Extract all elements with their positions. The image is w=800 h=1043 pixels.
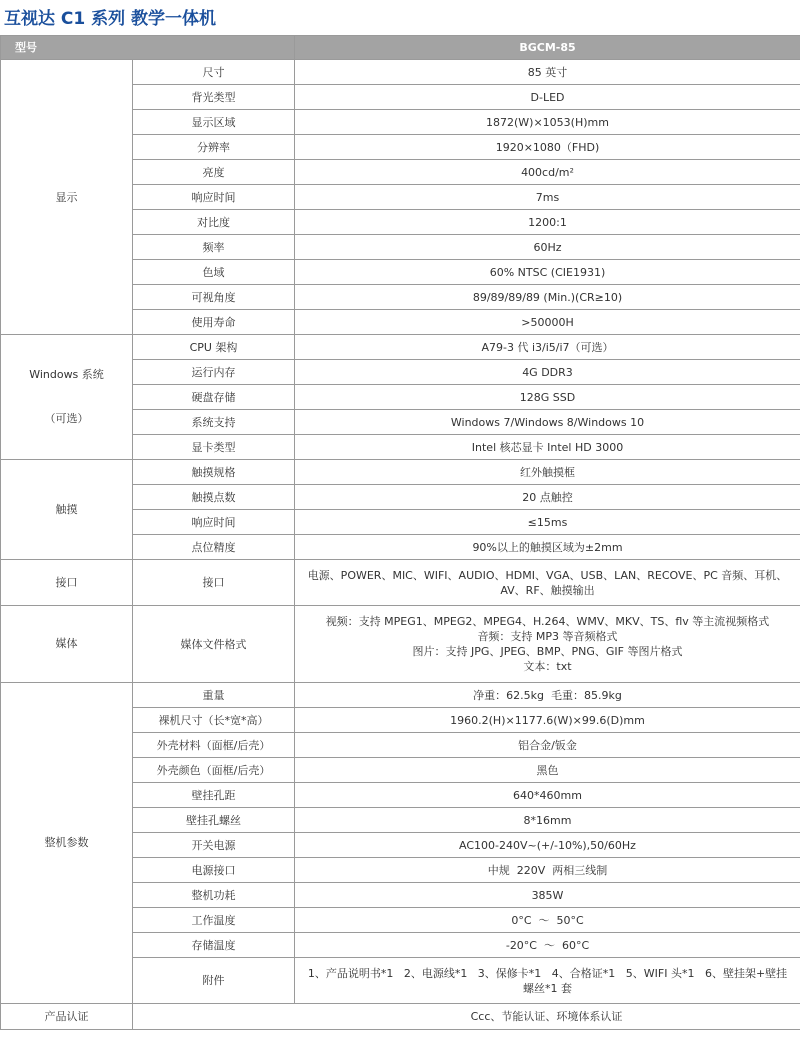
spec-label: 分辨率 bbox=[133, 135, 295, 160]
spec-label: 频率 bbox=[133, 235, 295, 260]
category-machine: 整机参数 bbox=[1, 683, 133, 1004]
media-line-audio: 音频：支持 MP3 等音频格式 bbox=[477, 630, 618, 643]
spec-label: 响应时间 bbox=[133, 510, 295, 535]
spec-value: Windows 7/Windows 8/Windows 10 bbox=[295, 410, 800, 435]
spec-value: 1872(W)×1053(H)mm bbox=[295, 110, 800, 135]
media-line-text: 文本：txt bbox=[523, 660, 572, 673]
spec-label: 壁挂孔螺丝 bbox=[133, 808, 295, 833]
category-touch: 触摸 bbox=[1, 460, 133, 560]
spec-value: 中规 220V 两相三线制 bbox=[295, 858, 800, 883]
spec-label: 附件 bbox=[133, 958, 295, 1004]
category-windows-line2: （可选） bbox=[44, 412, 89, 425]
category-interface: 接口 bbox=[1, 560, 133, 606]
category-media: 媒体 bbox=[1, 606, 133, 683]
spec-value: D-LED bbox=[295, 85, 800, 110]
spec-value: Ccc、节能认证、环境体系认证 bbox=[133, 1004, 800, 1030]
spec-value: 128G SSD bbox=[295, 385, 800, 410]
spec-label: 外壳材料（面框/后壳） bbox=[133, 733, 295, 758]
spec-label: 显卡类型 bbox=[133, 435, 295, 460]
spec-label: 接口 bbox=[133, 560, 295, 606]
header-model-value: BGCM-85 bbox=[295, 36, 800, 60]
table-row bbox=[1, 1004, 800, 1030]
spec-value: 60Hz bbox=[295, 235, 800, 260]
spec-value: 385W bbox=[295, 883, 800, 908]
spec-label: 壁挂孔距 bbox=[133, 783, 295, 808]
spec-value: 60% NTSC (CIE1931) bbox=[295, 260, 800, 285]
page-title: 互视达 C1 系列 教学一体机 bbox=[4, 9, 217, 29]
spec-value bbox=[295, 606, 800, 683]
spec-value: 640*460mm bbox=[295, 783, 800, 808]
spec-value: 红外触摸框 bbox=[295, 460, 800, 485]
media-line-video: 视频：支持 MPEG1、MPEG2、MPEG4、H.264、WMV、MKV、TS、flv 等主流视频格式 bbox=[325, 615, 770, 628]
spec-label: 整机功耗 bbox=[133, 883, 295, 908]
spec-label: 存储温度 bbox=[133, 933, 295, 958]
spec-value: Intel 核芯显卡 Intel HD 3000 bbox=[295, 435, 800, 460]
category-windows-line1: Windows 系统 bbox=[29, 368, 104, 381]
spec-label: 对比度 bbox=[133, 210, 295, 235]
spec-label: 响应时间 bbox=[133, 185, 295, 210]
spec-value: >50000H bbox=[295, 310, 800, 335]
spec-label: 色域 bbox=[133, 260, 295, 285]
spec-value: 1200:1 bbox=[295, 210, 800, 235]
spec-value: 4G DDR3 bbox=[295, 360, 800, 385]
spec-value: 铝合金/钣金 bbox=[295, 733, 800, 758]
interface-line-2: AV、RF、触摸输出 bbox=[500, 583, 595, 597]
spec-value: AC100-240V~(+/-10%),50/60Hz bbox=[295, 833, 800, 858]
spec-value: 85 英寸 bbox=[295, 60, 800, 85]
spec-value: 净重：62.5kg 毛重：85.9kg bbox=[295, 683, 800, 708]
spec-label: 尺寸 bbox=[133, 60, 295, 85]
spec-value: 89/89/89/89 (Min.)(CR≥10) bbox=[295, 285, 800, 310]
spec-label: CPU 架构 bbox=[133, 335, 295, 360]
category-windows bbox=[1, 335, 133, 460]
table-row bbox=[1, 335, 800, 360]
category-certification: 产品认证 bbox=[1, 1004, 133, 1030]
spec-label: 电源接口 bbox=[133, 858, 295, 883]
spec-label: 点位精度 bbox=[133, 535, 295, 560]
table-row bbox=[1, 560, 800, 606]
spec-label: 重量 bbox=[133, 683, 295, 708]
accessory-line-2: 螺丝*1 套 bbox=[523, 981, 572, 995]
media-line-image: 图片：支持 JPG、JPEG、BMP、PNG、GIF 等图片格式 bbox=[412, 645, 683, 658]
spec-value bbox=[295, 560, 800, 606]
spec-label: 触摸点数 bbox=[133, 485, 295, 510]
spec-label: 可视角度 bbox=[133, 285, 295, 310]
accessory-line-1: 1、产品说明书*1 2、电源线*1 3、保修卡*1 4、合格证*1 5、WIFI 头*1 6、壁挂架+壁挂 bbox=[307, 966, 788, 980]
spec-value: 黑色 bbox=[295, 758, 800, 783]
spec-label: 使用寿命 bbox=[133, 310, 295, 335]
spec-label: 外壳颜色（面框/后壳） bbox=[133, 758, 295, 783]
spec-value: ≤15ms bbox=[295, 510, 800, 535]
table-row bbox=[1, 460, 800, 485]
spec-label: 触摸规格 bbox=[133, 460, 295, 485]
spec-value: A79-3 代 i3/i5/i7（可选） bbox=[295, 335, 800, 360]
spec-label: 开关电源 bbox=[133, 833, 295, 858]
table-header-row bbox=[1, 36, 800, 60]
spec-table bbox=[0, 35, 800, 1030]
header-model-label: 型号 bbox=[1, 36, 295, 60]
spec-label: 裸机尺寸（长*宽*高） bbox=[133, 708, 295, 733]
spec-label: 系统支持 bbox=[133, 410, 295, 435]
spec-value: 1960.2(H)×1177.6(W)×99.6(D)mm bbox=[295, 708, 800, 733]
table-row bbox=[1, 60, 800, 85]
spec-label: 背光类型 bbox=[133, 85, 295, 110]
spec-value: 90%以上的触摸区域为±2mm bbox=[295, 535, 800, 560]
category-display: 显示 bbox=[1, 60, 133, 335]
spec-value: 20 点触控 bbox=[295, 485, 800, 510]
spec-label: 媒体文件格式 bbox=[133, 606, 295, 683]
spec-value: 1920×1080（FHD) bbox=[295, 135, 800, 160]
spec-value: 400cd/m² bbox=[295, 160, 800, 185]
spec-value bbox=[295, 958, 800, 1004]
spec-label: 显示区域 bbox=[133, 110, 295, 135]
spec-value: 7ms bbox=[295, 185, 800, 210]
spec-label: 工作温度 bbox=[133, 908, 295, 933]
table-row bbox=[1, 606, 800, 683]
spec-value: 0°C ～ 50°C bbox=[295, 908, 800, 933]
spec-value: 8*16mm bbox=[295, 808, 800, 833]
spec-label: 亮度 bbox=[133, 160, 295, 185]
spec-value: -20°C ～ 60°C bbox=[295, 933, 800, 958]
table-row bbox=[1, 683, 800, 708]
spec-label: 运行内存 bbox=[133, 360, 295, 385]
spec-label: 硬盘存储 bbox=[133, 385, 295, 410]
interface-line-1: 电源、POWER、MIC、WIFI、AUDIO、HDMI、VGA、USB、LAN、RECOVE、PC 音频、耳机、 bbox=[307, 568, 788, 582]
